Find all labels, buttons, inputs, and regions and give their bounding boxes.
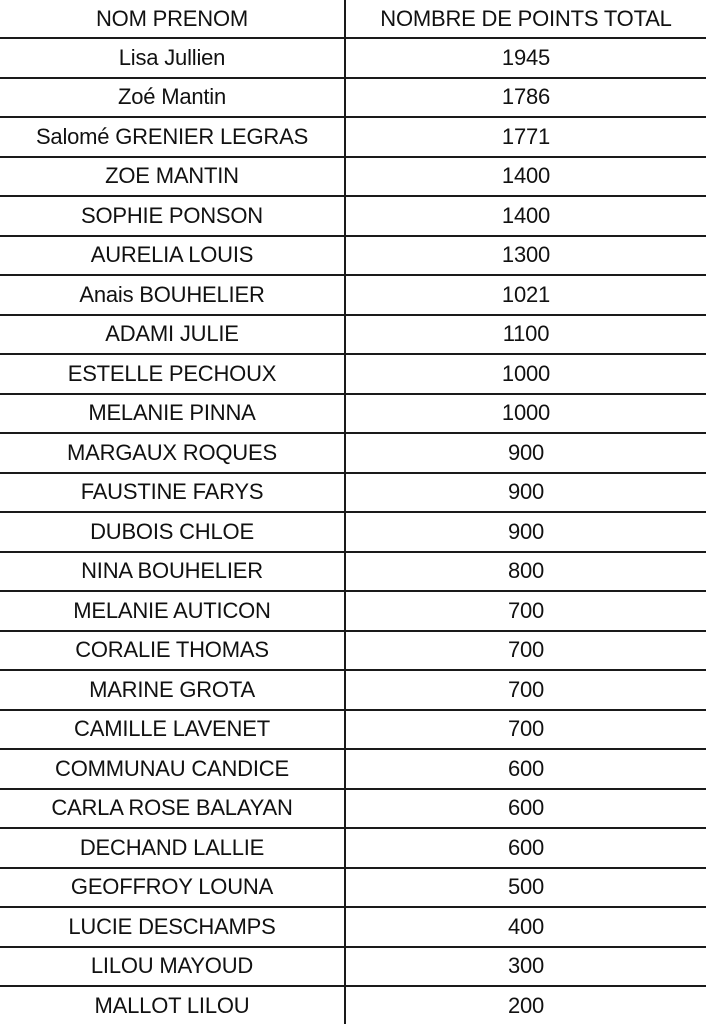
table-row (0, 38, 706, 78)
table-row (0, 749, 706, 789)
cell-points: 1771 (345, 117, 706, 157)
cell-points: 600 (345, 789, 706, 829)
table-row (0, 315, 706, 355)
table-row (0, 789, 706, 829)
table-row (0, 354, 706, 394)
table-row (0, 591, 706, 631)
cell-points: 1000 (345, 354, 706, 394)
cell-points: 900 (345, 512, 706, 552)
cell-points: 1945 (345, 38, 706, 78)
table-row (0, 433, 706, 473)
cell-points: 400 (345, 907, 706, 947)
cell-name: ADAMI JULIE (0, 315, 345, 355)
cell-name: LILOU MAYOUD (0, 947, 345, 987)
cell-points: 1786 (345, 78, 706, 118)
cell-points: 200 (345, 986, 706, 1024)
cell-name: CORALIE THOMAS (0, 631, 345, 671)
table-row (0, 907, 706, 947)
cell-name: ESTELLE PECHOUX (0, 354, 345, 394)
cell-points: 600 (345, 749, 706, 789)
cell-name: MARGAUX ROQUES (0, 433, 345, 473)
cell-name: AURELIA LOUIS (0, 236, 345, 276)
column-header-name: NOM PRENOM (0, 0, 345, 38)
cell-name: MARINE GROTA (0, 670, 345, 710)
table-row (0, 828, 706, 868)
cell-points: 1400 (345, 157, 706, 197)
cell-points: 1100 (345, 315, 706, 355)
table-row (0, 670, 706, 710)
table-row (0, 947, 706, 987)
cell-name: MELANIE PINNA (0, 394, 345, 434)
table-row (0, 512, 706, 552)
table-row (0, 710, 706, 750)
cell-points: 1400 (345, 196, 706, 236)
cell-name: LUCIE DESCHAMPS (0, 907, 345, 947)
table-row (0, 275, 706, 315)
cell-points: 1300 (345, 236, 706, 276)
cell-name: COMMUNAU CANDICE (0, 749, 345, 789)
cell-points: 700 (345, 670, 706, 710)
table-row (0, 473, 706, 513)
table-row (0, 157, 706, 197)
cell-name: DUBOIS CHLOE (0, 512, 345, 552)
cell-points: 700 (345, 591, 706, 631)
cell-name: ZOE MANTIN (0, 157, 345, 197)
cell-name: NINA BOUHELIER (0, 552, 345, 592)
cell-name: DECHAND LALLIE (0, 828, 345, 868)
cell-name: MALLOT LILOU (0, 986, 345, 1024)
table-row (0, 236, 706, 276)
cell-name: MELANIE AUTICON (0, 591, 345, 631)
table-row (0, 868, 706, 908)
cell-name: CARLA ROSE BALAYAN (0, 789, 345, 829)
cell-points: 900 (345, 433, 706, 473)
cell-points: 500 (345, 868, 706, 908)
cell-points: 600 (345, 828, 706, 868)
cell-name: Lisa Jullien (0, 38, 345, 78)
cell-points: 1021 (345, 275, 706, 315)
table-row (0, 78, 706, 118)
cell-name: GEOFFROY LOUNA (0, 868, 345, 908)
header-row (0, 0, 706, 38)
table-row (0, 196, 706, 236)
cell-name: Zoé Mantin (0, 78, 345, 118)
cell-points: 700 (345, 710, 706, 750)
table-row (0, 631, 706, 671)
cell-name: CAMILLE LAVENET (0, 710, 345, 750)
cell-points: 300 (345, 947, 706, 987)
cell-points: 800 (345, 552, 706, 592)
cell-name: Anais BOUHELIER (0, 275, 345, 315)
column-header-points: NOMBRE DE POINTS TOTAL (345, 0, 706, 38)
table-row (0, 552, 706, 592)
cell-name: SOPHIE PONSON (0, 196, 345, 236)
cell-points: 1000 (345, 394, 706, 434)
table-body (0, 38, 706, 1024)
table-row (0, 986, 706, 1024)
cell-name: Salomé GRENIER LEGRAS (0, 117, 345, 157)
table-row (0, 394, 706, 434)
table-row (0, 117, 706, 157)
cell-points: 900 (345, 473, 706, 513)
cell-points: 700 (345, 631, 706, 671)
cell-name: FAUSTINE FARYS (0, 473, 345, 513)
